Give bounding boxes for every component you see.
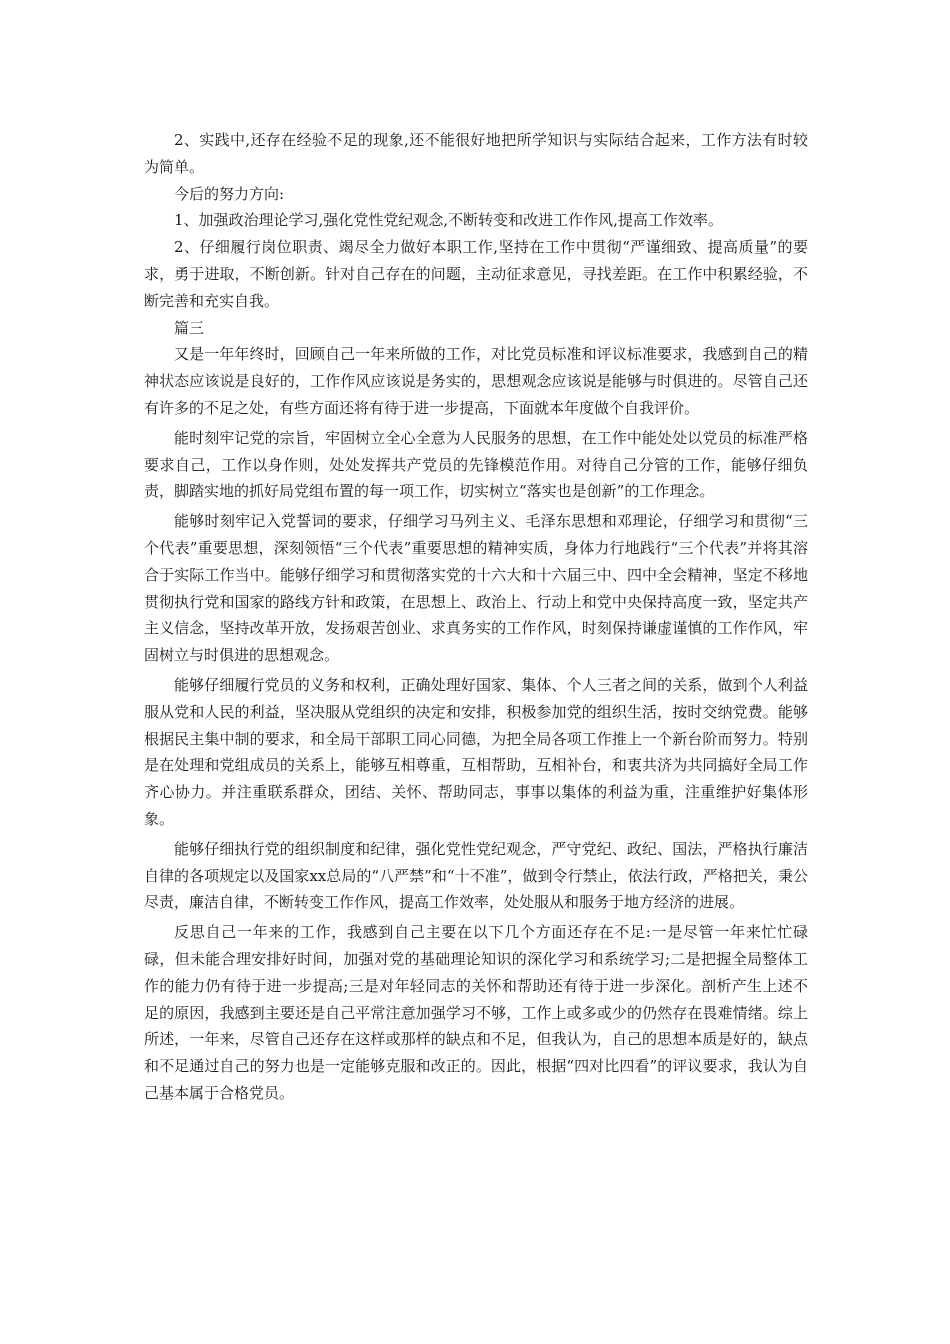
paragraph-oath-and-theory: 能够时刻牢记入党誓词的要求，仔细学习马列主义、毛泽东思想和邓理论，仔细学习和贯彻“三个代表”重要思想，深刻领悟“三个代表”重要思想的精神实质，身体力行地践行“三个代表”并将其溶合于实际工作当中。能够仔细学习和贯彻落实党的十六大和十六届三中、四中全会精神，坚定不移地贯彻执行党和国家的路线方针和政策，在思想上、政治上、行动上和党中央保持高度一致，坚定共产主义信念，坚持改革开放，发扬艰苦创业、求真务实的工作作风，时刻保持谦虚谨慎的工作作风，牢固树立与时俱进的思想观念。 [144,512,808,665]
paragraph-duties-and-rights: 能够仔细履行党员的义务和权利，正确处理好国家、集体、个人三者之间的关系，做到个人利益服从党和人民的利益，坚决服从党组织的决定和安排，积极参加党的组织生活，按时交纳党费。能够根据民主集中制的要求，和全局干部职工同心同德，为把全局各项工作推上一个新台阶而努力。特别是在处理和党组成员的关系上，能够互相尊重，互相帮助，互相补台，和衷共济为共同搞好全局工作齐心协力。并注重联系群众，团结、关怀、帮助同志，事事以集体的利益为重，注重维护好集体形象。 [144,675,808,828]
paragraph-practice-shortcoming: 2、实践中,还存在经验不足的现象,还不能很好地把所学知识与实际结合起来，工作方法有时较为简单。 [144,131,808,176]
paragraph-direction-1: 1、加强政治理论学习,强化党性党纪观念,不断转变和改进工作作风,提高工作效率。 [174,211,723,230]
paragraph-party-purpose: 能时刻牢记党的宗旨，牢固树立全心全意为人民服务的思想，在工作中能处处以党员的标准严格要求自己，工作以身作则，处处发挥共产党员的先锋模范作用。对待自己分管的工作，能够仔细负责，脚踏实地的抓好局党组布置的每一项工作，切实树立“落实也是创新”的工作理念。 [144,428,808,501]
paragraph-year-end-review: 又是一年年终时，回顾自己一年来所做的工作，对比党员标准和评议标准要求，我感到自己的精神状态应该说是良好的，工作作风应该说是务实的，思想观念应该说是能够与时俱进的。尽管自己还有许多的不足之处，有些方面还将有待于进一步提高，下面就本年度做个自我评价。 [144,345,808,417]
paragraph-future-direction-heading: 今后的努力方向: [174,184,285,203]
paragraph-self-reflection: 反思自己一年来的工作，我感到自己主要在以下几个方面还存在不足:一是尽管一年来忙忙碌碌，但未能合理安排好时间，加强对党的基础理论知识的深化学习和系统学习;二是把握全局整体工作的能力仍有待于进一步提高;三是对年轻同志的关怀和帮助还有待于进一步深化。剖析产生上述不足的原因，我感到主要还是自己平常注意加强学习不够，工作上或多或少的仍然存在畏难情绪。综上所述，一年来，尽管自己还存在这样或那样的缺点和不足，但我认为，自己的思想本质是好的，缺点和不足通过自己的努力也是一定能够克服和改正的。因此，根据“四对比四看”的评议要求，我认为自己基本属于合格党员。 [144,923,808,1102]
paragraph-discipline: 能够仔细执行党的组织制度和纪律，强化党性党纪观念，严守党纪、政纪、国法，严格执行廉洁自律的各项规定以及国家xx总局的“八严禁”和“十不准”，做到令行禁止，依法行政，严格把关，秉公尽责，廉洁自律，不断转变工作作风，提高工作效率，处处服从和服务于地方经济的进展。 [144,839,808,912]
document-page [144,127,808,1107]
paragraph-direction-2: 2、仔细履行岗位职责、竭尽全力做好本职工作,坚持在工作中贯彻“严谨细致、提高质量”的要求，勇于进取，不断创新。针对自己存在的问题，主动征求意见，寻找差距。在工作中积累经验，不断完善和充实自我。 [144,238,808,310]
section-heading-part-three: 篇三 [174,318,205,337]
